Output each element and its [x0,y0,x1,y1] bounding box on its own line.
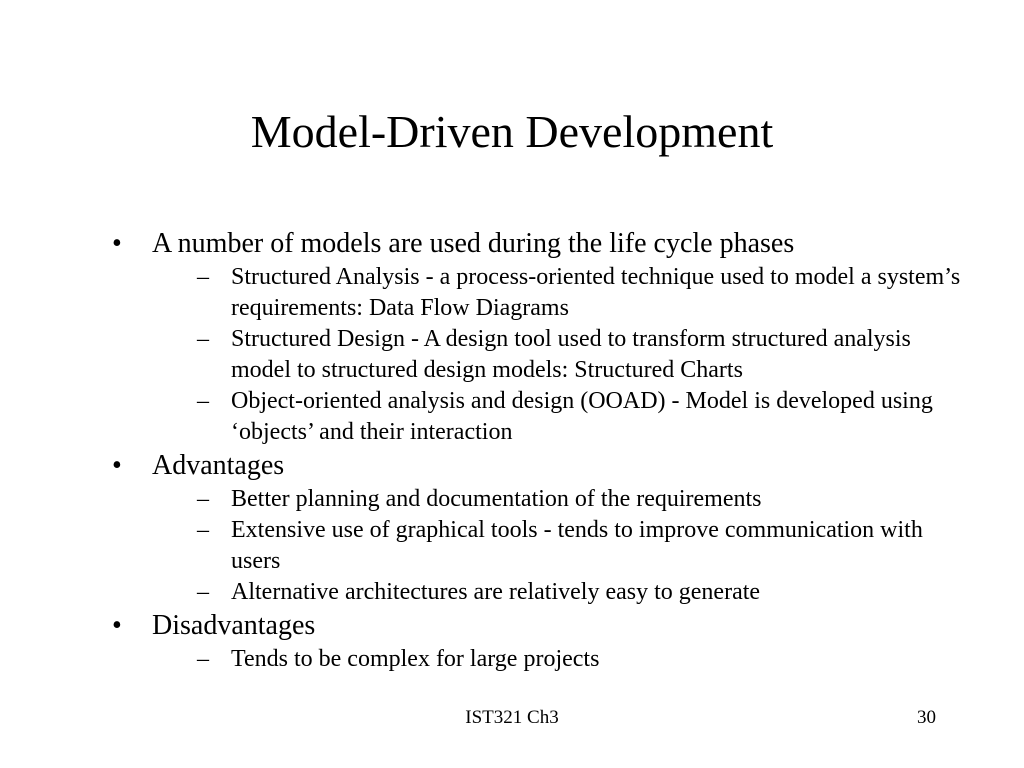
sub-item-text: Extensive use of graphical tools - tends to improve communication with users [231,517,923,574]
sub-item-text: Alternative architectures are relatively easy to generate [231,579,761,605]
bullet-item-advantages [112,448,962,484]
page-number: 30 [917,707,936,728]
sub-item-text: Better planning and documentation of the requirements [231,486,762,512]
bullet-text: A number of models are used during the life cycle phases [152,228,795,259]
sub-item-complex [197,644,962,675]
dash-marker: – [197,486,209,512]
sub-item-structured-design [197,324,962,386]
bullet-item-models [112,226,962,262]
dash-marker: – [197,579,209,605]
bullet-text: Disadvantages [152,610,316,641]
sub-item-planning [197,484,962,515]
sub-item-text: Structured Design - A design tool used to transform structured analysis model to structured design models: Structured Charts [231,326,911,383]
bullet-item-disadvantages [112,608,962,644]
slide-content [112,226,962,675]
sub-item-graphical-tools [197,515,962,577]
slide-title: Model-Driven Development [250,106,774,157]
sub-item-text: Object-oriented analysis and design (OOAD) - Model is developed using ‘objects’ and their interaction [231,388,933,445]
dash-marker: – [197,517,209,543]
dash-marker: – [197,646,209,672]
dash-marker: – [197,326,209,352]
dash-marker: – [197,388,209,414]
sub-item-structured-analysis [197,262,962,324]
bullet-marker: • [112,610,122,641]
sub-item-ooad [197,386,962,448]
footer-course: IST321 Ch3 [465,707,559,728]
bullet-marker: • [112,450,122,481]
dash-marker: – [197,264,209,290]
sub-item-text: Tends to be complex for large projects [231,646,600,672]
bullet-marker: • [112,228,122,259]
sub-item-architectures [197,577,962,608]
bullet-text: Advantages [152,450,285,481]
sub-item-text: Structured Analysis - a process-oriented technique used to model a system’s requirements: Data Flow Diagrams [231,264,961,321]
